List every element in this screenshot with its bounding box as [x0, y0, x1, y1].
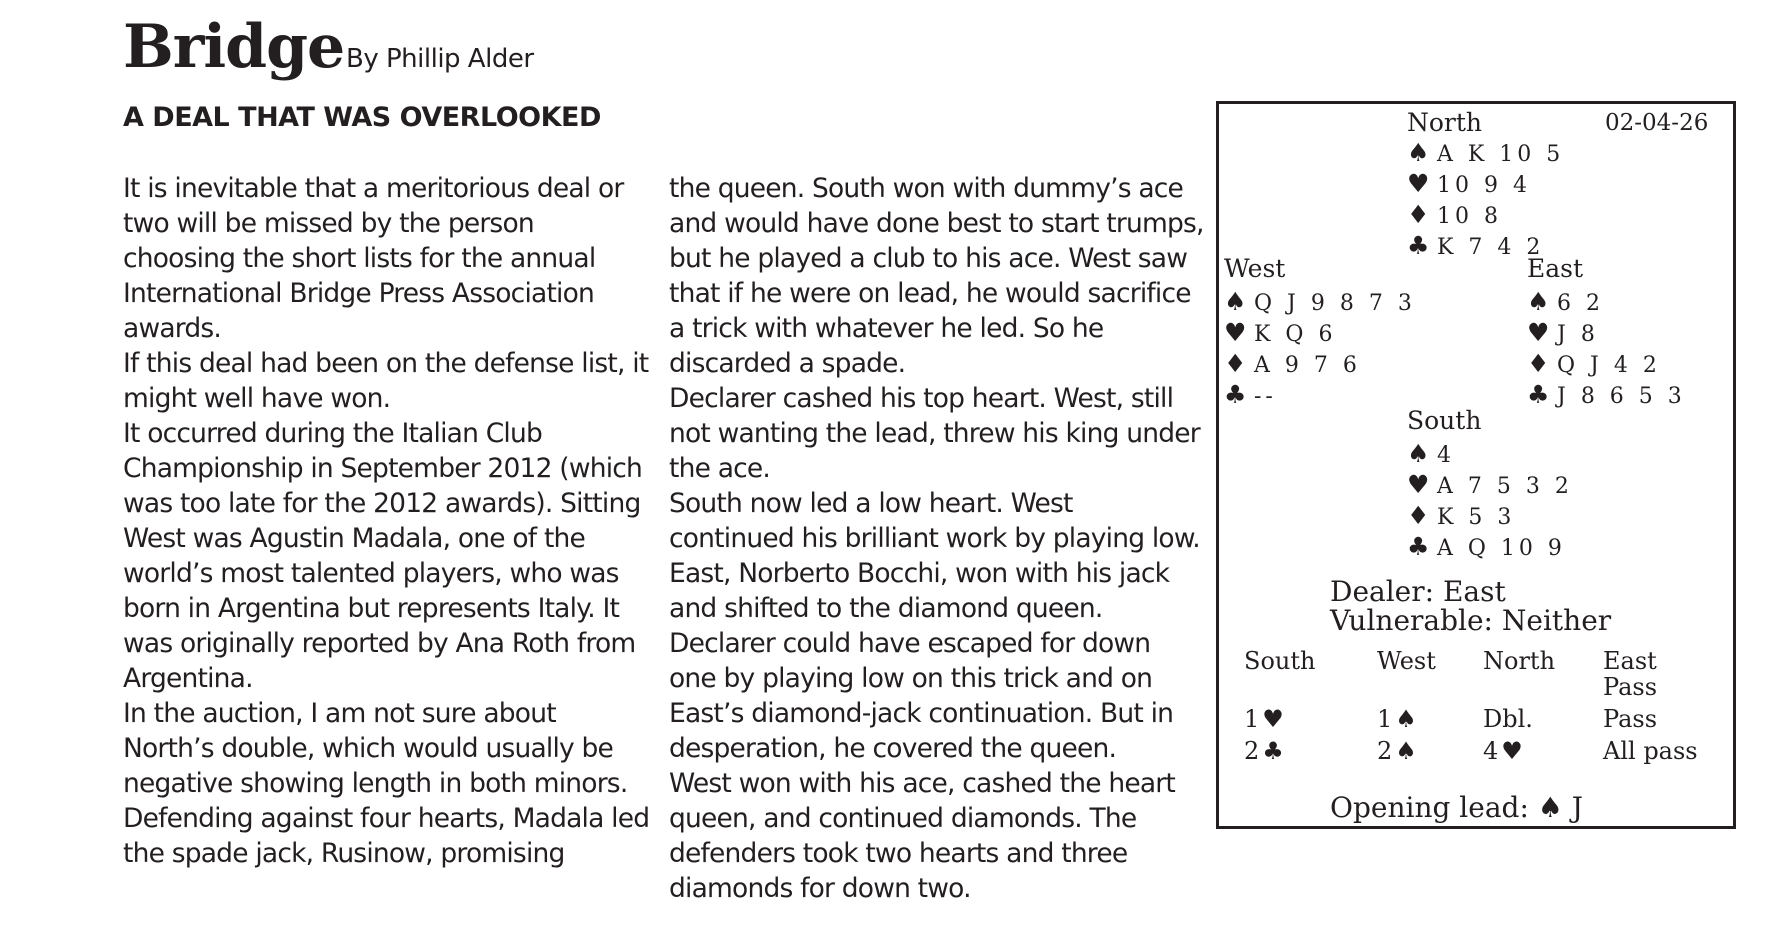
auction-bid-east: All pass	[1603, 737, 1698, 765]
west-hand	[1224, 286, 1416, 410]
paragraph: Declarer cashed his top heart. West, still not wanting the lead, threw his king under the ace.	[669, 383, 1200, 484]
north-hearts: 10 9 4	[1437, 173, 1531, 198]
byline: By Phillip Alder	[346, 44, 534, 74]
auction-bid-west: 1 ♠	[1377, 705, 1417, 733]
south-label: South	[1407, 406, 1482, 435]
east-label: East	[1527, 254, 1584, 283]
diamond-icon: ♦	[1224, 349, 1247, 378]
club-icon: ♣	[1407, 532, 1430, 561]
heart-icon: ♥	[1262, 705, 1284, 733]
club-icon: ♣	[1224, 380, 1247, 409]
opening-lead: Opening lead: ♠ J	[1330, 791, 1584, 824]
north-clubs: K 7 4 2	[1437, 235, 1545, 260]
club-icon: ♣	[1527, 380, 1550, 409]
west-label: West	[1224, 254, 1286, 283]
north-spades: A K 10 5	[1437, 142, 1565, 167]
deal-date: 02-04-26	[1605, 110, 1709, 136]
bridge-diagram	[1216, 101, 1736, 829]
auction-bid-south: 2 ♣	[1244, 737, 1284, 765]
auction-bid-west: 2 ♠	[1377, 737, 1417, 765]
west-clubs: --	[1254, 384, 1277, 409]
spade-icon: ♠	[1395, 705, 1417, 733]
diamond-icon: ♦	[1407, 501, 1430, 530]
page-title: Bridge	[123, 12, 345, 82]
dealer-info: Dealer: East	[1330, 575, 1506, 608]
spade-icon: ♠	[1407, 439, 1430, 468]
east-spades: 6 2	[1557, 291, 1604, 316]
west-spades: Q J 9 8 7 3	[1254, 291, 1416, 316]
auction-bid-north: Dbl.	[1483, 705, 1533, 733]
spade-icon: ♠	[1395, 737, 1417, 765]
spade-icon: ♠	[1407, 138, 1430, 167]
spade-icon: ♠	[1527, 287, 1550, 316]
auction-bid-east: Pass	[1603, 705, 1658, 733]
north-label: North	[1407, 108, 1483, 137]
club-icon: ♣	[1407, 231, 1430, 260]
auction-header-east: East	[1603, 647, 1657, 675]
east-clubs: J 8 6 5 3	[1557, 384, 1686, 409]
east-hand	[1527, 286, 1686, 410]
north-diamonds: 10 8	[1437, 204, 1502, 229]
paragraph: It occurred during the Italian Club Championship in September 2012 (which was too late for the 2012 awards). Sitting West was Agustin Madala, one of the world’s most talented players, who was born in Argentina but represents Italy. It was originally reported by Ana Roth from Argentina.	[123, 418, 643, 694]
auction-header-south: South	[1244, 647, 1316, 675]
paragraph: If this deal had been on the defense list, it might well have won.	[123, 348, 649, 414]
spade-icon: ♠	[1537, 791, 1563, 824]
heart-icon: ♥	[1501, 737, 1523, 765]
headline: A DEAL THAT WAS OVERLOOKED	[123, 102, 601, 133]
paragraph: It is inevitable that a meritorious deal or two will be missed by the person choosing the short lists for the annual International Bridge Press Association awards.	[123, 173, 624, 344]
heart-icon: ♥	[1224, 318, 1247, 347]
auction-bid-south: 1 ♥	[1244, 705, 1284, 733]
east-diamonds: Q J 4 2	[1557, 353, 1661, 378]
north-hand	[1407, 137, 1564, 261]
auction-header-north: North	[1483, 647, 1556, 675]
paragraph: South now led a low heart. West continued his brilliant work by playing low. East, Norberto Bocchi, won with his jack and shifted to the diamond queen. Declarer could have escaped for down one by playing low on this trick and on East’s diamond-jack continuation. But in desperation, he covered the queen.	[669, 488, 1200, 764]
article-column-2	[669, 171, 1204, 906]
spade-icon: ♠	[1224, 287, 1247, 316]
south-hand	[1407, 438, 1573, 562]
diamond-icon: ♦	[1407, 200, 1430, 229]
auction-bid-north: 4 ♥	[1483, 737, 1523, 765]
paragraph: In the auction, I am not sure about North’s double, which would usually be negative showing length in both minors. Defending against four hearts, Madala led the spade jack, Rusinow, promising	[123, 698, 650, 869]
article-column-1	[123, 171, 653, 871]
south-hearts: A 7 5 3 2	[1437, 474, 1573, 499]
west-hearts: K Q 6	[1254, 322, 1337, 347]
south-diamonds: K 5 3	[1437, 505, 1516, 530]
paragraph: West won with his ace, cashed the heart queen, and continued diamonds. The defenders took two hearts and three diamonds for down two.	[669, 768, 1175, 904]
heart-icon: ♥	[1527, 318, 1550, 347]
heart-icon: ♥	[1407, 169, 1430, 198]
heart-icon: ♥	[1407, 470, 1430, 499]
south-clubs: A Q 10 9	[1437, 536, 1566, 561]
east-hearts: J 8	[1557, 322, 1599, 347]
south-spades: 4	[1437, 443, 1455, 468]
auction-header-west: West	[1377, 647, 1436, 675]
auction-bid-east: Pass	[1603, 673, 1658, 701]
diamond-icon: ♦	[1527, 349, 1550, 378]
west-diamonds: A 9 7 6	[1254, 353, 1361, 378]
club-icon: ♣	[1262, 737, 1284, 765]
paragraph: the queen. South won with dummy’s ace and would have done best to start trumps, but he played a club to his ace. West saw that if he were on lead, he would sacrifice a trick with whatever he led. So he discarded a spade.	[669, 173, 1204, 379]
vulnerable-info: Vulnerable: Neither	[1330, 604, 1612, 637]
